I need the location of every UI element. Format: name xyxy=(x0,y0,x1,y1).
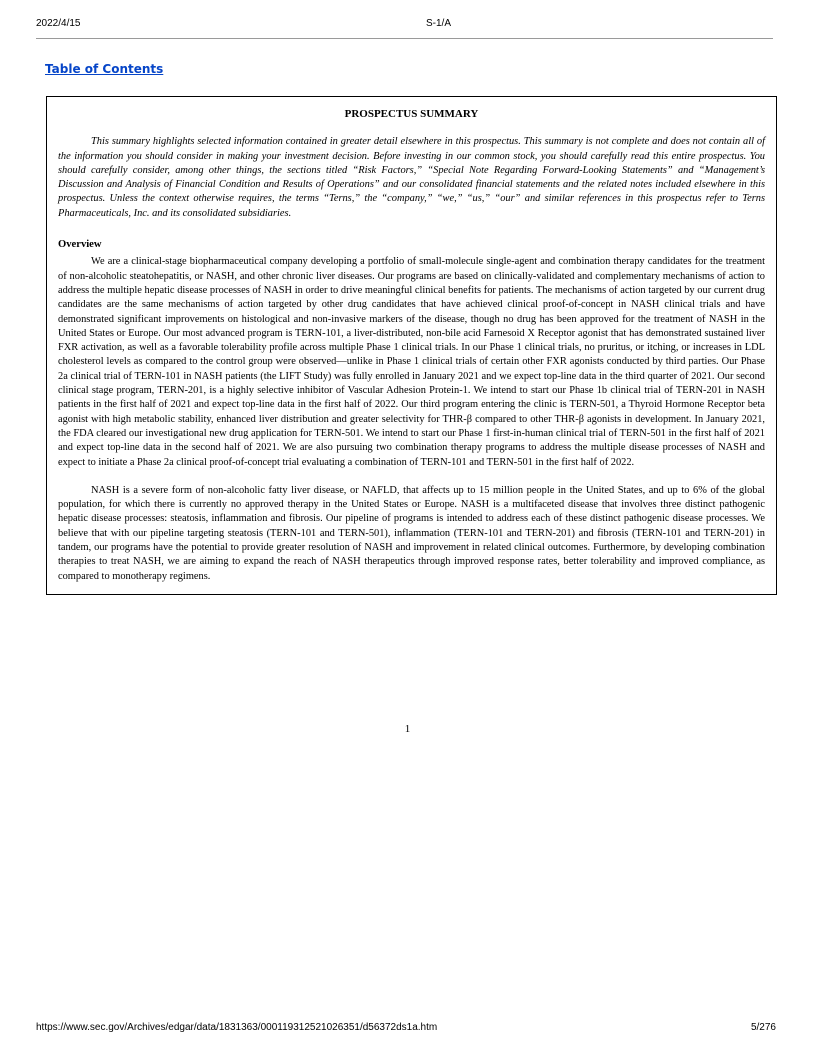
overview-heading: Overview xyxy=(58,239,102,251)
print-url: https://www.sec.gov/Archives/edgar/data/1831363/000119312521026351/d56372ds1a.htm xyxy=(36,1022,438,1033)
page-number: 1 xyxy=(404,723,411,735)
header-divider xyxy=(36,38,773,39)
print-doc-title: S-1/A xyxy=(426,18,452,29)
table-of-contents-link[interactable]: Table of Contents xyxy=(45,62,164,76)
overview-paragraph-1: We are a clinical-stage biopharmaceutical company developing a portfolio of small-molecule single-agent and combination therapy candidates for the treatment of non-alcoholic steatohepatitis, or NASH, and other chronic liver diseases. Our programs are based on clinically-validated and complementary mechanisms of action to address the multiple hepatic disease processes of NASH in order to drive meaningful clinical benefits for patients. The mechanisms of action targeted by our current drug candidates are the same mechanisms of action targeted by other drug candidates that have achieved clinical proof-of-concept in NASH clinical trials and have demonstrated significant improvements on histological and non-invasive markers of the disease, though no drug has been approved for the treatment of NASH in the United States or Europe. Our most advanced program is TERN-101, a liver-distributed, non-bile acid Farnesoid X Receptor agonist that has demonstrated sustained liver FXR activation, as well as a favorable tolerability profile across multiple Phase 1 clinical trials. In our Phase 1 clinical trials, no pruritus, or itching, or increases in LDL cholesterol levels as compared to the control group were observed—unlike in Phase 1 clinical trials of certain other FXR agonists conducted by third parties. Our Phase 2a clinical trial of TERN-101 in NASH patients (the LIFT Study) was fully enrolled in January 2021 and we expect top-line data in the third quarter of 2021. Our second clinical stage program, TERN-201, is a highly selective inhibitor of Vascular Adhesion Protein-1. We intend to start our Phase 1b clinical trial of TERN-201 in NASH patients in the first half of 2021 and expect top-line data in the first half of 2022. Our third program entering the clinic is TERN-501, a Thyroid Hormone Receptor beta agonist with high metabolic stability, enhanced liver distribution and greater selectivity for THR-β compared to other THR-β agonists in development. In January 2021, the FDA cleared our investigational new drug application for TERN-501. We intend to start our Phase 1 first-in-human clinical trial of TERN-501 in the first half of 2021 and expect top-line data in the second half of 2021. We are also pursuing two combination therapy programs to address the multiple disease processes of NASH and expect to initiate a Phase 2a clinical proof-of-concept trial evaluating a combination of TERN-101 and TERN-501 in the first half of 2022. xyxy=(58,256,765,468)
print-page-count: 5/276 xyxy=(750,1022,776,1033)
print-footer xyxy=(36,1022,776,1038)
summary-intro: This summary highlights selected information contained in greater detail elsewhere in this prospectus. This summary is not complete and does not contain all of the information you should consider in making your investment decision. Before investing in our common stock, you should carefully read this entire prospectus. You should carefully consider, among other things, the sections titled “Risk Factors,” “Special Note Regarding Forward-Looking Statements” and “Management’s Discussion and Analysis of Financial Condition and Results of Operations” and our consolidated financial statements and the related notes included elsewhere in this prospectus. Unless the context otherwise requires, the terms “Terns,” the “company,” “we,” “us,” “our” and similar references in this prospectus refer to Terns Pharmaceuticals, Inc. and its consolidated subsidiaries. xyxy=(58,136,765,219)
print-header xyxy=(36,18,773,38)
prospectus-summary-box xyxy=(46,96,777,595)
summary-title: PROSPECTUS SUMMARY xyxy=(344,108,479,120)
overview-paragraph-2: NASH is a severe form of non-alcoholic fatty liver disease, or NAFLD, that affects up to 15 million people in the United States, and up to 6% of the global population, for which there is currently no approved therapy in the United States or Europe. NASH is a multifaceted disease that involves three distinct pathogenic hepatic disease processes: steatosis, inflammation and fibrosis. Our pipeline of programs is intended to address each of these distinct pathogenic disease processes. We believe that with our pipeline targeting steatosis (TERN-101 and TERN-501), inflammation (TERN-101 and TERN-201) and fibrosis (TERN-101 and TERN-201) in tandem, our programs have the potential to provide greater resolution of NASH and improvement in related clinical outcomes. Furthermore, by developing combination therapies to treat NASH, we are aiming to expand the reach of NASH therapeutics through improved response rates, better tolerability and improved compliance, as compared to monotherapy regimens. xyxy=(58,484,765,582)
print-date: 2022/4/15 xyxy=(36,18,81,29)
